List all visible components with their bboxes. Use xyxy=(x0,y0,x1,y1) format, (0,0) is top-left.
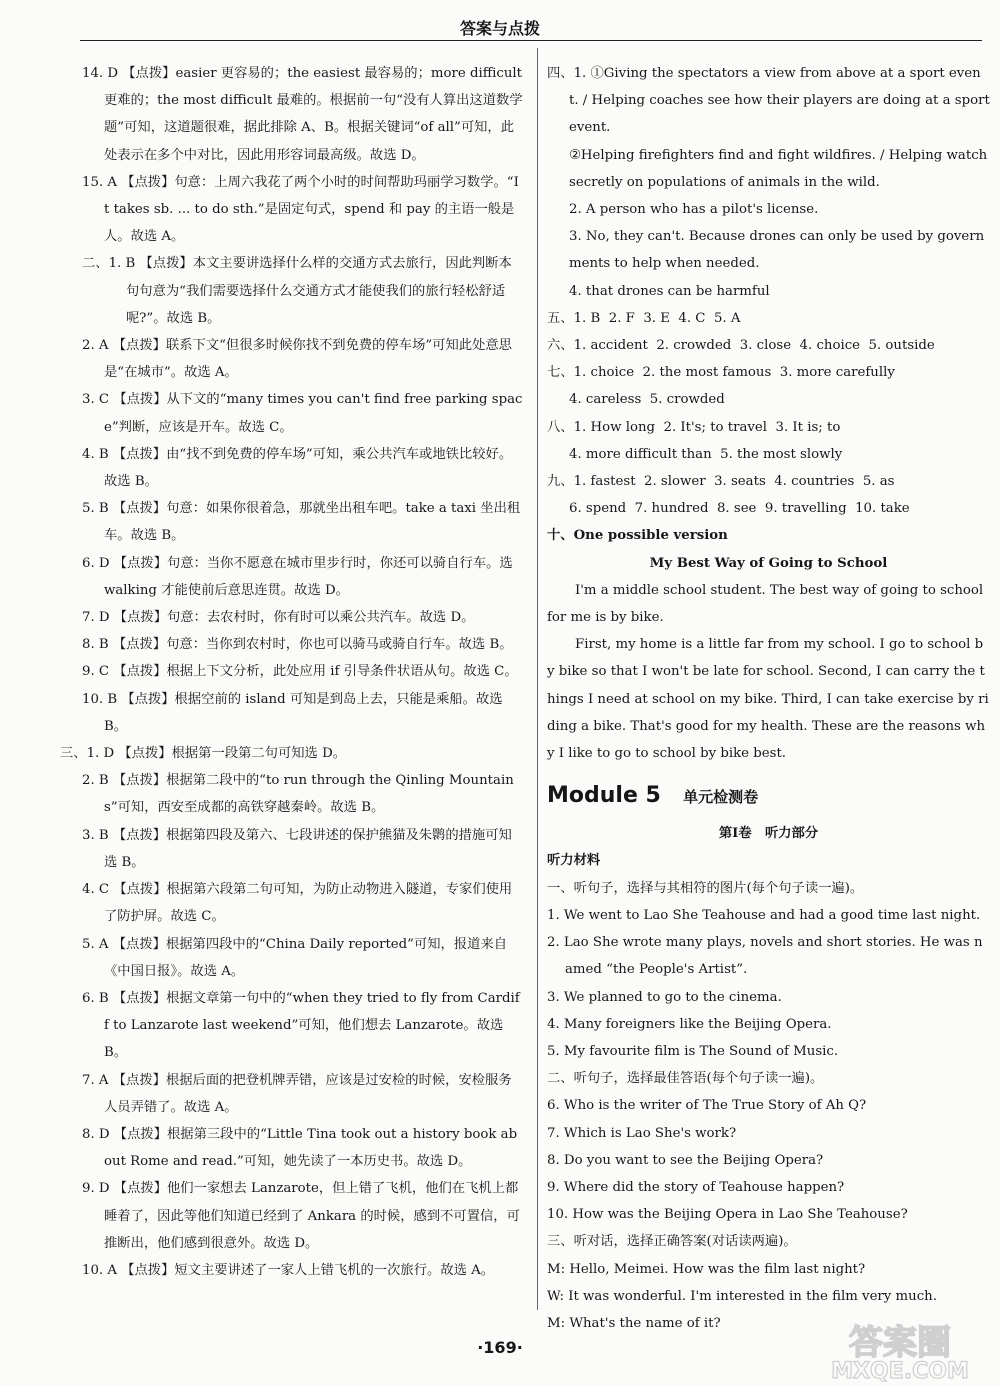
listening-line: M: Hello, Meimei. How was the film last night? xyxy=(547,1261,866,1277)
answer-item: 7. A 【点拨】根据后面的把登机牌弄错，应该是过安检的时候，安检服务人员弄错了。故选 A。 xyxy=(82,1072,512,1115)
answer-item: 10. A 【点拨】短文主要讲述了一家人上错飞机的一次旅行。故选 A。 xyxy=(82,1262,495,1278)
listening-line: 2. Lao She wrote many plays, novels and short stories. He was named “the People's Artist”. xyxy=(547,935,983,978)
listening-line: 4. Many foreigners like the Beijing Opera. xyxy=(547,1016,832,1032)
essay-paragraph: I'm a middle school student. The best way of going to school for me is by bike. xyxy=(547,582,988,626)
answer-item: 15. A 【点拨】句意：上周六我花了两个小时的时间帮助玛丽学习数学。“It takes sb. ... to do sth.”是固定句式，spend 和 pay 的主语一般是人。故选 A。 xyxy=(82,174,519,245)
listening-line: 5. My favourite film is The Sound of Music. xyxy=(547,1043,839,1059)
answer-item: 七、1. choice 2. the most famous 3. more carefully xyxy=(547,365,895,381)
watermark-url: MXQE.COM xyxy=(831,1359,969,1382)
answer-item: 三、1. D 【点拨】根据第一段第二句可知选 D。 xyxy=(60,746,347,762)
listening-line: 二、听句子，选择最佳答语(每个句子读一遍)。 xyxy=(547,1071,824,1087)
answer-item: 4. careless 5. crowded xyxy=(569,392,725,408)
answer-item: 10. B 【点拨】根据空前的 island 可知是到岛上去，只能是乘船。故选 B。 xyxy=(82,691,507,734)
answer-item: 八、1. How long 2. It's; to travel 3. It is; to xyxy=(547,419,841,435)
module-heading xyxy=(547,779,990,816)
watermark-logo xyxy=(808,1316,993,1382)
listening-line: M: What's the name of it? xyxy=(547,1315,721,1331)
right-column xyxy=(547,60,995,1337)
answer-item: 2. A 【点拨】联系下文“但很多时候你找不到免费的停车场”可知此处意思是“在城市”。故选 A。 xyxy=(82,338,512,381)
answer-item: 4. B 【点拨】由“找不到免费的停车场”可知，乘公共汽车或地铁比较好。故选 B。 xyxy=(82,446,513,490)
answer-item: 2. B 【点拨】根据第二段中的“to run through the Qinling Mountains”可知，西安至成都的高铁穿越秦岭。故选 B。 xyxy=(82,773,514,816)
answer-item: 2. A person who has a pilot's license. xyxy=(569,202,819,218)
answer-item: 5. A 【点拨】根据第四段中的“China Daily reported”可知，报道来自《中国日报》。故选 A。 xyxy=(82,936,508,979)
answer-item: 4. C 【点拨】根据第六段第二句可知，为防止动物进入隧道，专家们使用了防护屏。故选 C。 xyxy=(82,882,513,925)
answer-item: 6. D 【点拨】句意：当你不愿意在城市里步行时，你还可以骑自行车。选 walking 才能使前后意思连贯。故选 D。 xyxy=(82,555,517,598)
answer-item: 7. D 【点拨】句意：去农村时，你有时可以乘公共汽车。故选 D。 xyxy=(82,610,475,626)
module-subtitle: 单元检测卷 xyxy=(683,788,759,807)
listening-line: 10. How was the Beijing Opera in Lao She Teahouse? xyxy=(547,1207,908,1223)
answer-item: 4. more difficult than 5. the most slowly xyxy=(569,446,843,462)
header-title: 答案与点拨 xyxy=(459,19,540,38)
answer-item: 九、1. fastest 2. slower 3. seats 4. countries 5. as xyxy=(547,474,895,490)
material-label: 听力材料 xyxy=(547,853,601,869)
answer-item: 六、1. accident 2. crowded 3. close 4. choice 5. outside xyxy=(547,338,935,354)
listening-line: 3. We planned to go to the cinema. xyxy=(547,989,782,1005)
answer-item: 3. B 【点拨】根据第四段及第六、七段讲述的保护熊猫及朱鹮的措施可知选 B。 xyxy=(82,827,512,870)
essay-title: My Best Way of Going to School xyxy=(649,555,888,571)
listening-line: 8. Do you want to see the Beijing Opera? xyxy=(547,1152,824,1168)
left-column xyxy=(60,60,527,1284)
answer-item: 4. that drones can be harmful xyxy=(569,283,770,299)
answer-item: 3. No, they can't. Because drones can only be used by governments to help when needed. xyxy=(569,229,985,272)
answer-item: 8. D 【点拨】根据第三段中的“Little Tina took out a history book about Rome and read.”可知，她先读了一本历史书。故选 D。 xyxy=(82,1126,518,1170)
header-rule xyxy=(80,40,982,41)
listening-line: 9. Where did the story of Teahouse happen? xyxy=(547,1179,845,1195)
listening-line: 一、听句子，选择与其相符的图片(每个句子读一遍)。 xyxy=(547,880,864,896)
answer-item: 9. D 【点拨】他们一家想去 Lanzarote，但上错了飞机，他们在飞机上都睡着了，因此等他们知道已经到了 Ankara 的时候，感到不可置信，可推断出，他们感到很意外。故选 D。 xyxy=(82,1181,520,1251)
listening-line: 6. Who is the writer of The True Story of Ah Q? xyxy=(547,1098,867,1114)
answer-item: 五、1. B 2. F 3. E 4. C 5. A xyxy=(547,310,741,326)
watermark-text: 答案圈 xyxy=(849,1323,951,1363)
answer-item: 14. D 【点拨】easier 更容易的；the easiest 最容易的；more difficult 更难的；the most difficult 最难的。根据前一句“没有人算出这道数学题”可知，这道题很难，据此排除 A、B。根据关键词“of all”可知，此处表示在多个中对比，因此用形容词最高级。故选 D。 xyxy=(82,66,527,163)
listening-line: 7. Which is Lao She's work? xyxy=(547,1125,737,1141)
page-number: ·169· xyxy=(477,1338,523,1357)
module-title: Module 5 xyxy=(547,783,661,809)
answer-item: ②Helping firefighters find and fight wildfires. / Helping watch secretly on populations of animals in the wild. xyxy=(569,147,992,190)
answer-item: 5. B 【点拨】句意：如果你很着急，那就坐出租车吧。take a taxi 坐出租车。故选 B。 xyxy=(82,501,521,544)
listening-line: 三、听对话，选择正确答案(对话读两遍)。 xyxy=(547,1234,797,1250)
answer-item: 二、1. B 【点拨】本文主要讲选择什么样的交通方式去旅行，因此判断本句句意为“我们需要选择什么交通方式才能使我们的旅行轻松舒适呢?”。故选 B。 xyxy=(82,256,512,326)
answer-item: 6. spend 7. hundred 8. see 9. travelling 10. take xyxy=(569,501,910,517)
listening-line: 1. We went to Lao She Teahouse and had a good time last night. xyxy=(547,907,981,923)
answer-item: 6. B 【点拨】根据文章第一句中的“when they tried to fly from Cardiff to Lanzarote last weekend”可知，他们想去 Lanzarote。故选 B。 xyxy=(82,990,520,1061)
column-divider xyxy=(537,48,538,1310)
answer-item: 8. B 【点拨】句意：当你到农村时，你也可以骑马或骑自行车。故选 B。 xyxy=(82,637,513,653)
page-header xyxy=(0,0,1000,44)
essay-paragraph: First, my home is a little far from my school. I go to school by bike so that I won't be late for school. Second, I can carry the things I need at school on my bike. Third, I can take exercise by riding a bike. That's good for my health. These are the reasons why I like to go to school by bike best. xyxy=(547,637,989,762)
listening-line: W: It was wonderful. I'm interested in the film very much. xyxy=(547,1288,937,1304)
part-heading: 第Ⅰ卷 听力部分 xyxy=(718,826,819,842)
essay-label: 十、One possible version xyxy=(547,528,728,544)
answer-item: 四、1. ①Giving the spectators a view from above at a sport event. / Helping coaches see how their players are doing at a sport event. xyxy=(547,66,995,136)
answer-item: 9. C 【点拨】根据上下文分析，此处应用 if 引导条件状语从句。故选 C。 xyxy=(82,664,518,680)
answer-item: 3. C 【点拨】从下文的“many times you can't find free parking space”判断，应该是开车。故选 C。 xyxy=(82,392,523,435)
